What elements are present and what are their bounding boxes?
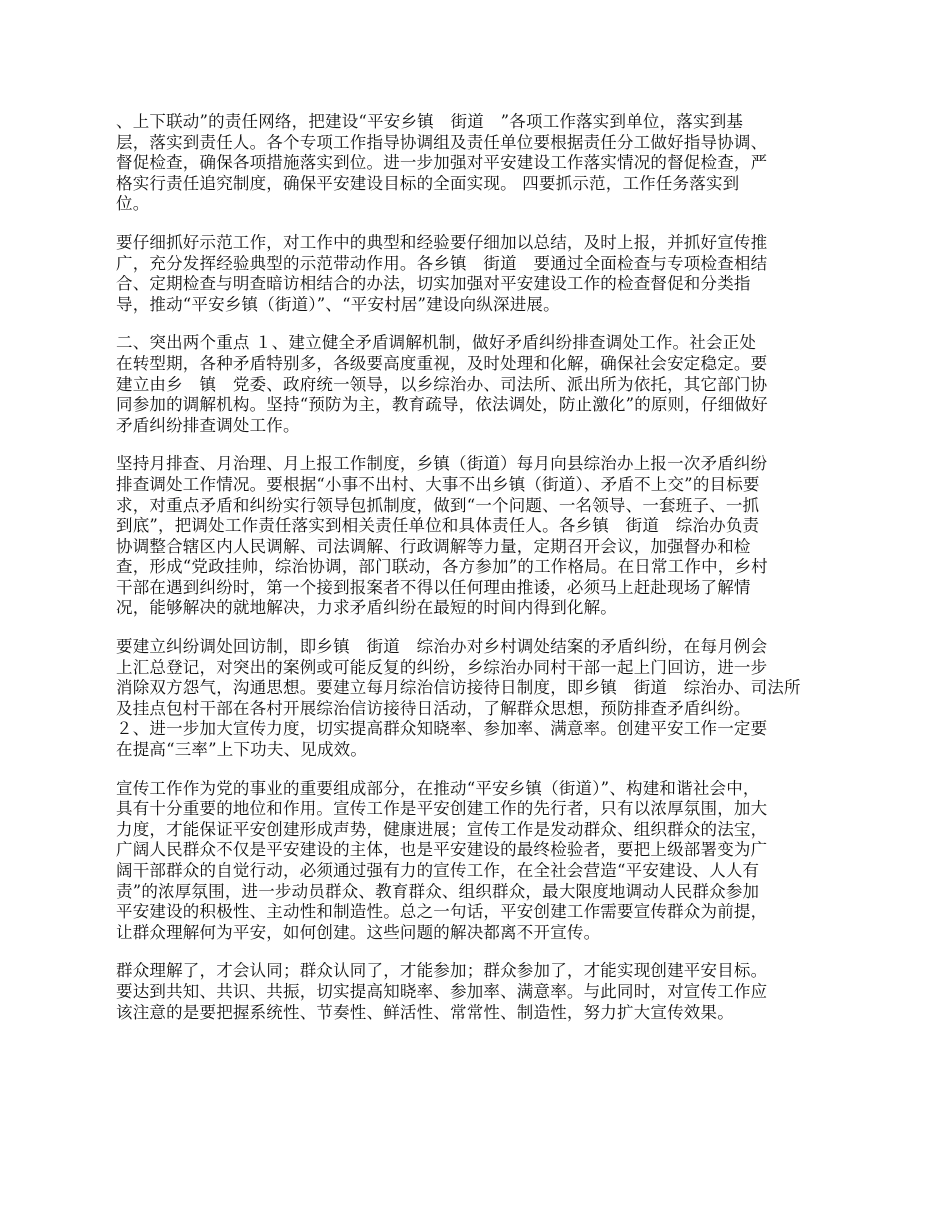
text-line: 力度，才能保证平安创建形成声势，健康进展；宣传工作是发动群众、组织群众的法宝， [116,819,768,839]
text-line: 在提高“三率”上下功夫、见成效。 [116,740,368,760]
text-line: 要建立纠纷调处回访制，即乡镇 街道 综治办对乡村调处结案的矛盾纠纷，在每月例会 [116,637,768,657]
paragraph-3 [116,333,886,436]
text-line: 广阔人民群众不仅是平安建设的主体，也是平安建设的最终检验者，要把上级部署变为广 [116,840,768,860]
paragraph-2 [116,233,886,315]
paragraph-7 [116,961,886,1023]
text-line: 阔干部群众的自觉行动，必须通过强有力的宣传工作，在全社会营造“平安建设、人人有 [116,861,760,880]
text-line: 让群众理解何为平安，如何创建。这些问题的解决都离不开宣传。 [116,922,601,942]
text-line: 广，充分发挥经验典型的示范带动作用。各乡镇 街道 要通过全面检查与专项检查相结 [116,253,768,273]
text-line: 层，落实到责任人。各个专项工作指导协调组及责任单位要根据责任分工做好指导协调、 [116,132,768,152]
text-line: 格实行责任追究制度，确保平安建设目标的全面实现。 四要抓示范，工作任务落实到 [116,173,740,193]
text-line: 到底”，把调处工作责任落实到相关责任单位和具体责任人。各乡镇 街道 综治办负责 [116,516,760,536]
text-line: 排查调处工作情况。要根据“小事不出村、大事不出乡镇（街道）、矛盾不上交”的目标要 [116,474,760,494]
paragraph-4 [116,454,886,619]
text-line: 求，对重点矛盾和纠纷实行领导包抓制度，做到“一个问题、一名领导、一套班子、一抓 [116,495,760,515]
text-line: 矛盾纠纷排查调处工作。 [116,415,300,435]
text-line: 消除双方怨气，沟通思想。要建立每月综治信访接待日制度，即乡镇 街道 综治办、司法所 [116,678,801,698]
paragraph-1 [116,112,886,215]
text-line: 坚持月排查、月治理、月上报工作制度，乡镇（街道）每月向县综治办上报一次矛盾纠纷 [116,454,768,474]
text-line: 平安建设的积极性、主动性和制造性。总之一句话，平安创建工作需要宣传群众为前提， [116,902,768,922]
text-line: 、上下联动”的责任网络，把建设“平安乡镇 街道 ”各项工作落实到单位，落实到基 [116,112,744,131]
text-line: 协调整合辖区内人民调解、司法调解、行政调解等力量，定期召开会议，加强督办和检 [116,536,751,556]
text-line: 二、突出两个重点 １、建立健全矛盾调解机制，做好矛盾纠纷排查调处工作。社会正处 [116,333,757,353]
text-line: 宣传工作作为党的事业的重要组成部分，在推动“平安乡镇（街道）”、构建和谐社会中， [116,778,760,798]
text-line: 群众理解了，才会认同；群众认同了，才能参加；群众参加了，才能实现创建平安目标。 [116,961,768,981]
text-line: 该注意的是要把握系统性、节奏性、鲜活性、常常性、制造性，努力扩大宣传效果。 [116,1002,734,1022]
text-line: 况，能够解决的就地解决，力求矛盾纠纷在最短的时间内得到化解。 [116,598,617,618]
text-line: 查，形成“党政挂帅，综治协调，部门联动，各方参加”的工作格局。在日常工作中，乡村 [116,557,768,577]
text-line: 及挂点包村干部在各村开展综治信访接待日活动，了解群众思想，预防排查矛盾纠纷。 [116,698,751,718]
paragraph-6 [116,779,886,944]
document-body [116,112,886,1041]
paragraph-5 [116,637,886,761]
text-line: 要达到共知、共识、共振，切实提高知晓率、参加率、满意率。与此同时，对宣传工作应 [116,981,768,1001]
text-line: 建立由乡 镇 党委、政府统一领导，以乡综治办、司法所、派出所为依托，其它部门协 [116,374,768,394]
text-line: 合、定期检查与明查暗访相结合的办法，切实加强对平安建设工作的检查督促和分类指 [116,274,751,294]
text-line: 同参加的调解机构。坚持“预防为主，教育疏导，依法调处，防止激化”的原则，仔细做好 [116,395,768,415]
text-line: 督促检查，确保各项措施落实到位。进一步加强对平安建设工作落实情况的督促检查，严 [116,153,768,173]
text-line: 导，推动“平安乡镇（街道）”、“平安村居”建设向纵深进展。 [116,294,560,314]
text-line: 具有十分重要的地位和作用。宣传工作是平安创建工作的先行者，只有以浓厚氛围，加大 [116,799,768,819]
text-line: 在转型期，各种矛盾特别多，各级要高度重视，及时处理和化解，确保社会安定稳定。要 [116,353,768,373]
text-line: 上汇总登记，对突出的案例或可能反复的纠纷，乡综治办同村干部一起上门回访，进一步 [116,657,768,677]
text-line: ２、进一步加大宣传力度，切实提高群众知晓率、参加率、满意率。创建平安工作一定要 [116,719,768,739]
text-line: 责”的浓厚氛围，进一步动员群众、教育群众、组织群众，最大限度地调动人民群众参加 [116,881,760,901]
text-line: 位。 [116,194,150,214]
text-line: 干部在遇到纠纷时，第一个接到报案者不得以任何理由推诿，必须马上赶赴现场了解情 [116,577,751,597]
text-line: 要仔细抓好示范工作，对工作中的典型和经验要仔细加以总结，及时上报，并抓好宣传推 [116,232,768,252]
